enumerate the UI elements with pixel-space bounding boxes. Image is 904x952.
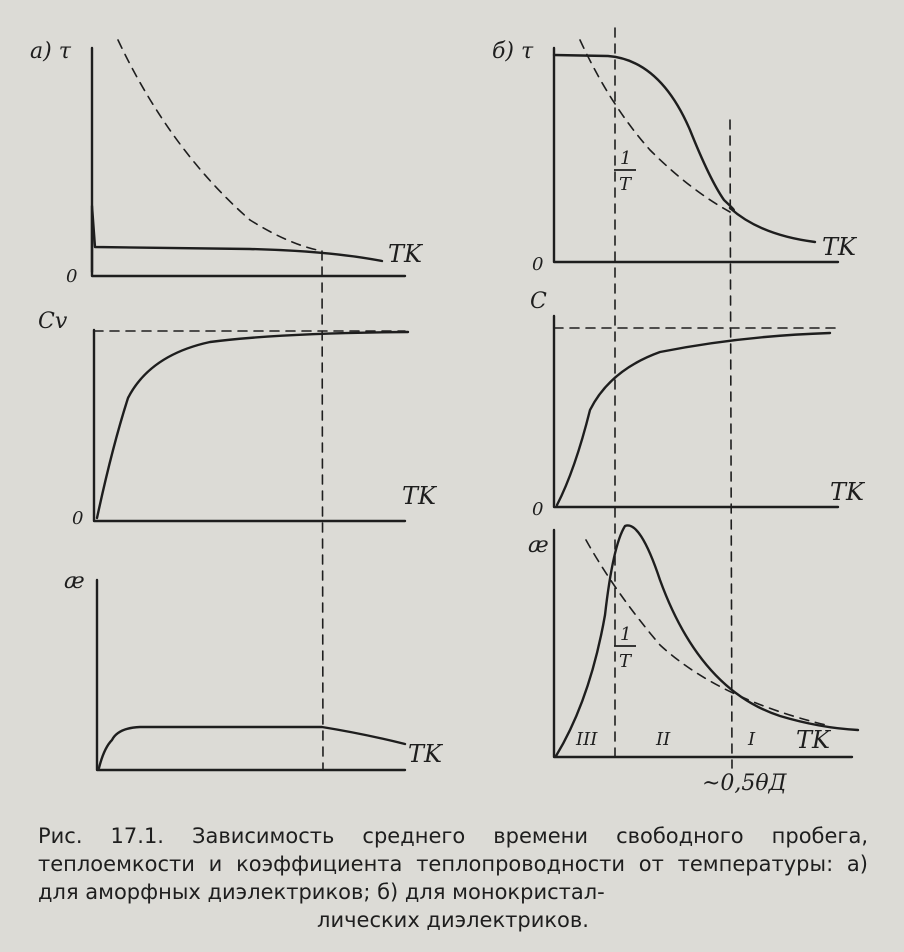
a-kappa-tk: TK (408, 740, 442, 768)
b-tau-axes (554, 48, 838, 262)
panel-b-label: б) τ (492, 39, 534, 64)
b-c-curve (557, 333, 830, 505)
a-cv-tk: TK (402, 482, 436, 510)
a-kappa-axes (97, 580, 405, 770)
b-tau-tk: TK (822, 233, 856, 261)
a-tau-dashed (118, 40, 322, 251)
b-kappa-label: æ (528, 533, 549, 558)
a-tau-tk: TK (388, 240, 422, 268)
caption-line-1: Рис. 17.1. Зависимость среднего времени свободного пробега, теплоемкости и коэффициента теплопроводности от температуры: а) для аморфных диэлектриков; б) для монокристал- (38, 824, 868, 904)
figure-caption (38, 822, 868, 934)
theta-label: ~0,5θД (702, 771, 787, 796)
b-tau-curve (554, 55, 815, 242)
b-c-zero: 0 (532, 499, 544, 520)
b-tau-dashed (580, 40, 730, 212)
panel-a-label: а) τ (30, 39, 71, 64)
a-tau-axes (92, 48, 405, 276)
b-vertical-dashed-2 (730, 120, 732, 768)
a-tau-curve (92, 206, 382, 272)
region-I: I (748, 729, 756, 750)
a-tau-zero: 0 (66, 266, 78, 287)
a-kappa-label: æ (64, 569, 85, 594)
b-kappa-inv-den: T (619, 651, 632, 672)
b-tau-inv-den: T (619, 174, 632, 195)
a-kappa-curve (99, 727, 405, 768)
b-kappa-curve (556, 525, 858, 756)
region-II: II (656, 729, 671, 750)
caption-line-2: лических диэлектриков. (317, 908, 589, 932)
b-c-tk: TK (830, 478, 864, 506)
b-tau-inv-num: 1 (620, 148, 632, 169)
b-c-label: C (530, 289, 547, 314)
region-III: III (576, 729, 598, 750)
a-cv-axes (94, 330, 405, 521)
a-vertical-dashed (322, 251, 323, 770)
b-kappa-inv-num: 1 (620, 624, 632, 645)
b-kappa-tk: TK (796, 726, 830, 754)
b-tau-zero: 0 (532, 254, 544, 275)
a-cv-label: Cv (38, 309, 68, 334)
a-cv-curve (97, 332, 408, 518)
a-cv-zero: 0 (72, 508, 84, 529)
